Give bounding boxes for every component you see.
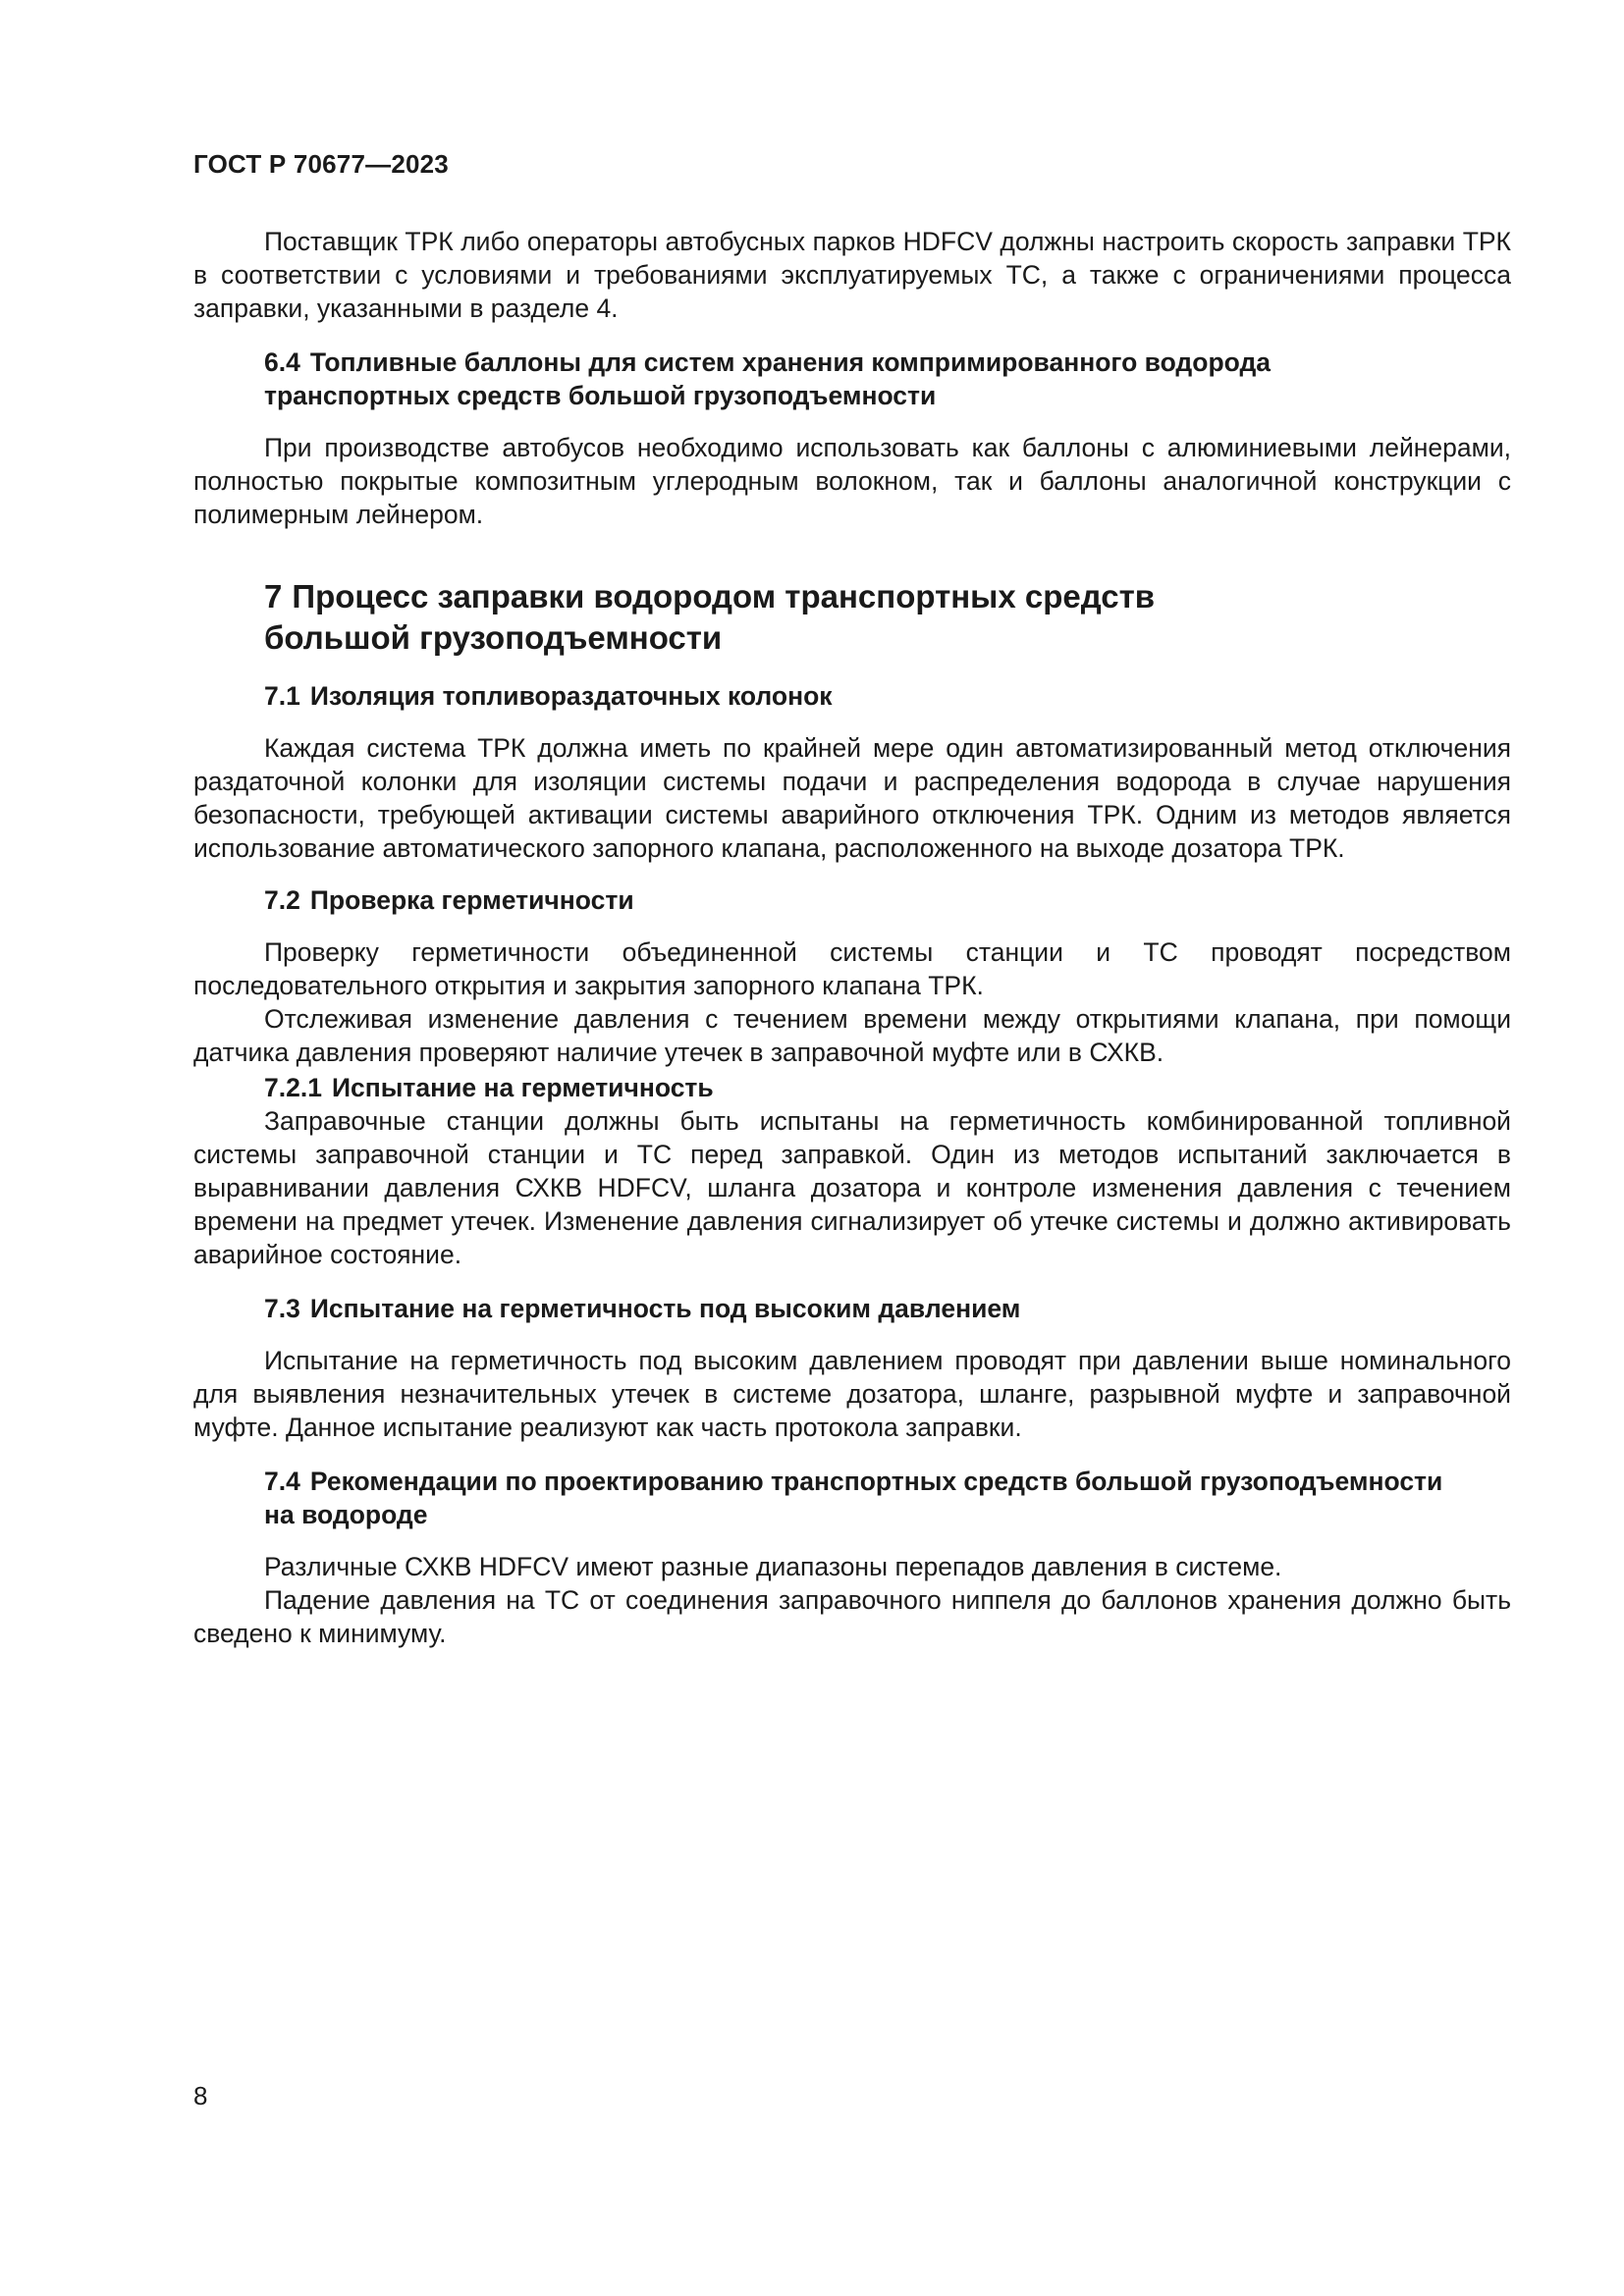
section-7-4-title-line1: Рекомендации по проектированию транспортных средств большой грузоподъемности [309,1467,1443,1496]
section-7-2-1-title: Испытание на герметичность [331,1073,714,1102]
section-7-2-1-paragraph: Заправочные станции должны быть испытаны на герметичность комбинированной топливной системы заправочной станции и ТС перед заправкой. Один из методов испытаний заключается в выравнивании давления СХКВ HDFCV, шланга дозатора и контроле изменения давления с течением времени на предмет утечек. Изменение давления сигнализирует об утечке системы и должно активировать аварийное состояние. [193,1106,1511,1269]
section-6-4-paragraph: При производстве автобусов необходимо использовать как баллоны с алюминиевыми лейнерами, полностью покрытые композитным углеродным волокном, так и баллоны аналогичной конструкции с полимерным лейнером. [193,433,1511,529]
section-6-4-title-line2: транспортных средств большой грузоподъемности [264,381,937,410]
section-7-1-paragraph: Каждая система ТРК должна иметь по крайней мере один автоматизированный метод отключения раздаточной колонки для изоляции системы подачи и распределения водорода в случае нарушения безопасности, требующей активации системы аварийного отключения ТРК. Одним из методов является использование автоматического запорного клапана, расположенного на выходе дозатора ТРК. [193,733,1511,863]
section-7-4-paragraph-1: Различные СХКВ HDFCV имеют разные диапазоны перепадов давления в системе. [264,1552,1282,1581]
section-7-4-title-line2: на водороде [264,1500,428,1529]
section-7-title-line1: Процесс заправки водородом транспортных средств [292,578,1156,614]
section-7-2-paragraph-2: Отслеживая изменение давления с течением времени между открытиями клапана, при помощи датчика давления проверяют наличие утечек в заправочной муфте или в СХКВ. [193,1004,1511,1067]
section-7-3-number: 7.3 [264,1294,300,1323]
section-6-4-title-line1: Топливные баллоны для систем хранения компримированного водорода [309,347,1272,377]
section-7-2-title: Проверка герметичности [309,885,634,915]
section-7-1-title: Изоляция топливораздаточных колонок [309,681,833,711]
intro-paragraph: Поставщик ТРК либо операторы автобусных парков HDFCV должны настроить скорость заправки ТРК в соответствии с условиями и требованиями эксплуатируемых ТС, а также с ограничениями процесса заправки, указанными в разделе 4. [193,227,1511,323]
section-7-1-heading [193,679,1511,713]
section-7-1-number: 7.1 [264,681,300,711]
section-7-4-paragraph-2: Падение давления на ТС от соединения заправочного ниппеля до баллонов хранения должно быть сведено к минимуму. [193,1585,1511,1648]
section-7-2-1-number: 7.2.1 [264,1073,322,1102]
section-7-3-paragraph: Испытание на герметичность под высоким давлением проводят при давлении выше номинального для выявления незначительных утечек в системе дозатора, шланге, разрывной муфте и заправочной муфте. Данное испытание реализуют как часть протокола заправки. [193,1346,1511,1442]
document-header-id: ГОСТ Р 70677—2023 [193,149,449,179]
document-body [193,225,1511,1650]
section-6-4-heading [193,346,1511,412]
section-7-number: 7 [264,578,283,614]
section-7-3-title: Испытание на герметичность под высоким давлением [309,1294,1021,1323]
section-6-4-number: 6.4 [264,347,300,377]
section-7-4-heading [193,1465,1511,1531]
section-7-2-paragraph-1: Проверку герметичности объединенной системы станции и ТС проводят посредством последовательного открытия и закрытия запорного клапана ТРК. [193,937,1511,1000]
section-7-3-heading [193,1292,1511,1325]
section-7-4-number: 7.4 [264,1467,300,1496]
section-7-heading [193,576,1511,659]
section-7-2-heading [193,883,1511,917]
section-7-2-number: 7.2 [264,885,300,915]
page-number: 8 [193,2081,208,2110]
section-7-title-line2: большой грузоподъемности [264,619,723,656]
section-7-2-1-heading [193,1071,1511,1104]
